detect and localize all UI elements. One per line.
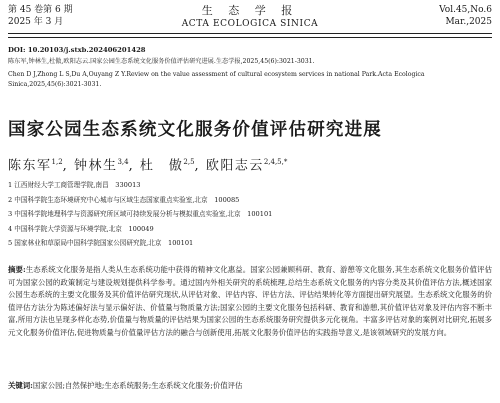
author-name: 杜 傲 [139,158,184,174]
author-name: 陈东军 [8,158,52,174]
affiliation-item: 5 国家林业和草原局中国科学院国家公园研究院,北京 100101 [8,239,194,248]
header-right [439,4,492,28]
affiliation-item: 4 中国科学院大学资源与环境学院,北京 100049 [8,224,154,233]
journal-name-cn: 生 态 学 报 [201,4,299,17]
abstract-label: 摘要: [8,265,26,274]
date-cn: 2025 年 3 月 [8,17,64,27]
affiliation-list [8,178,492,251]
journal-name-en: ACTA ECOLOGICA SINICA [181,19,319,29]
author-sep: , [194,158,201,174]
author-affil-mark: 2,4,5,* [263,158,288,166]
header-center [8,4,492,30]
abstract [8,264,492,340]
citation-en: Chen D J,Zhong L S,Du A,Ouyang Z Y.Review on the value assessment of cultural ecosystem services in national Park.Acta Ecologica Sinica,2025,45(6):3021-3031. [8,71,425,88]
citation-cn: 陈东军,钟林生,杜傲,欧阳志云.国家公园生态系统文化服务价值评估研究进展.生态学报,2025,45(6):3021-3031. [8,58,315,65]
abstract-text: 生态系统文化服务是指人类从生态系统功能中获得的精神文化惠益。国家公园兼顾科研、教育、游憩等文化服务,其生态系统文化服务价值评估可为国家公园的政策制定与建设规划提供科学参考。通过国内外相关研究的系统梳理,总结生态系统文化服务的内容分类及其价值评估方法,概述国家公园生态系统的主要文化服务及其价值评估研究现状,从评估对象、评估内容、评估方法、评估结果转化等方面提出研究展望。生态系统文化服务的价值评估方法分为陈述偏好法与显示偏好法、价值量与物质量方法;国家公园的主要文化服务包括科研、教育和游憩,其价值评估对象及评估内容不断丰富,所用方法也呈现多样化态势,价值量与物质量的评估结果为国家公园的生态系统服务研究提供多元化视角。丰富多评估对象的案例对比研究,拓展多元文化服务价值评估,促进物质量与价值量评估方法的融合与创新使用,拓展文化服务价值评估的实践指导意义,是该领域研究的发展方向。 [8,265,493,337]
running-header [8,4,492,32]
volume-issue-en: Vol.45,No.6 [439,5,492,15]
author-name: 欧阳志云 [205,158,264,174]
author-affil-mark: 1,2 [51,158,63,166]
header-rule [8,33,492,38]
author-affil-mark: 2,5 [183,158,195,166]
keywords [8,380,492,392]
keywords-text: 国家公园;自然保护地;生态系统服务;生态系统文化服务;价值评估 [32,381,243,390]
article-title: 国家公园生态系统文化服务价值评估研究进展 [8,120,382,140]
author-sep: , [128,158,135,174]
author-affil-mark: 3,4 [117,158,129,166]
affiliation-item: 3 中国科学院地理科学与资源研究所区域可持续发展分析与模拟重点实验室,北京 100101 [8,210,273,219]
affiliation-item: 2 中国科学院生态环境研究中心城市与区域生态国家重点实验室,北京 100085 [8,195,240,204]
doi[interactable]: DOI: 10.20103/j.stxb.202406201428 [8,46,146,54]
affiliation-item: 1 江西财经大学工商管理学院,南昌 330013 [8,181,141,189]
author-list [8,153,492,175]
keywords-label: 关键词: [8,381,33,390]
volume-issue-cn: 第 45 卷第 6 期 [8,5,73,15]
author-name: 钟林生 [73,158,118,174]
author-sep: , [62,158,69,174]
date-en: Mar.,2025 [445,17,492,27]
